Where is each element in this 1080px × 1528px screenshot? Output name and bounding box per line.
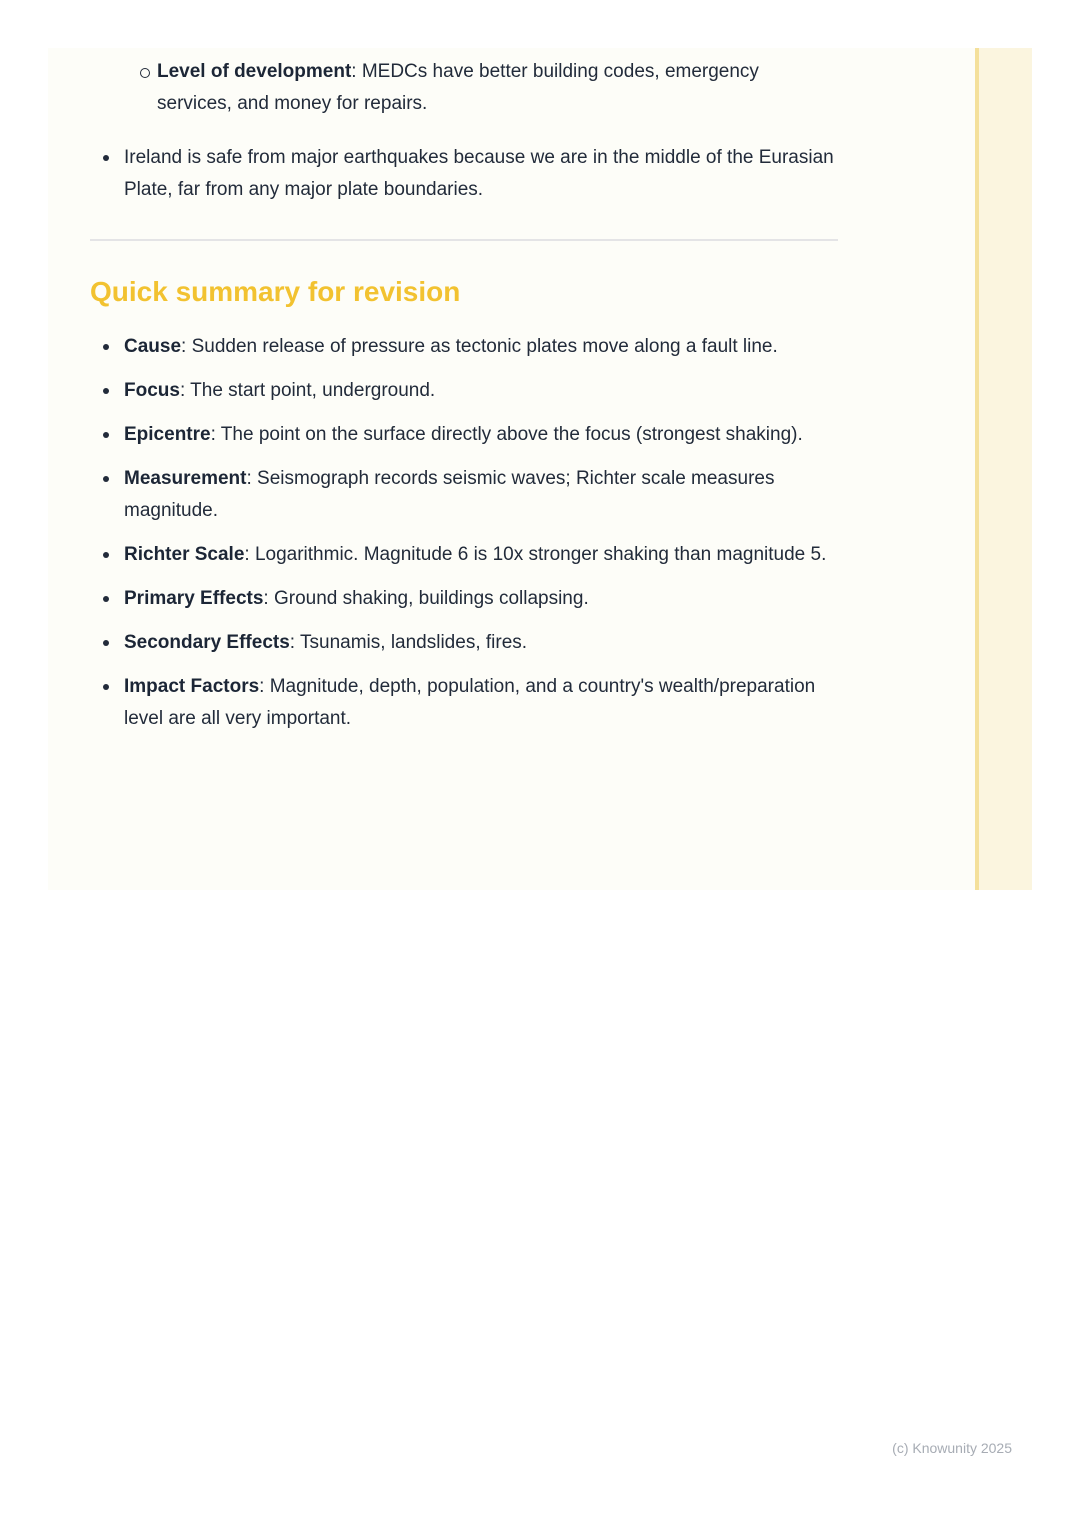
term-label: Focus bbox=[124, 380, 180, 401]
list-item: Primary Effects: Ground shaking, buildings collapsing. bbox=[90, 583, 838, 615]
list-item: Level of development: MEDCs have better building codes, emergency services, and money for repairs. bbox=[90, 56, 838, 120]
list-item: Secondary Effects: Tsunamis, landslides, fires. bbox=[90, 627, 838, 659]
section-heading: Quick summary for revision bbox=[90, 276, 461, 307]
note-card bbox=[48, 48, 1032, 890]
copyright-text: (c) Knowunity 2025 bbox=[892, 1440, 1012, 1456]
list-item: Focus: The start point, underground. bbox=[90, 375, 838, 407]
term-label: Measurement bbox=[124, 468, 247, 489]
summary-bullet-list bbox=[90, 331, 838, 735]
term-label: Primary Effects bbox=[124, 588, 264, 609]
card-accent-column bbox=[979, 48, 1032, 890]
list-item: Impact Factors: Magnitude, depth, population, and a country's wealth/preparation level are all very important. bbox=[90, 671, 838, 735]
list-item: Cause: Sudden release of pressure as tectonic plates move along a fault line. bbox=[90, 331, 838, 363]
term-label: Cause bbox=[124, 336, 182, 357]
list-item: Richter Scale: Logarithmic. Magnitude 6 is 10x stronger shaking than magnitude 5. bbox=[90, 539, 838, 571]
list-item: Ireland is safe from major earthquakes because we are in the middle of the Eurasian Plate, far from any major plate boundaries. bbox=[90, 142, 838, 206]
intro-bullet-list bbox=[90, 56, 838, 206]
term-label: Impact Factors bbox=[124, 676, 260, 697]
list-item: Epicentre: The point on the surface directly above the focus (strongest shaking). bbox=[90, 419, 838, 451]
term-label: Secondary Effects bbox=[124, 632, 290, 653]
term-label: Richter Scale bbox=[124, 544, 245, 565]
note-content bbox=[90, 56, 838, 735]
section-divider bbox=[90, 239, 838, 241]
term-label: Epicentre bbox=[124, 424, 211, 445]
list-item: Measurement: Seismograph records seismic waves; Richter scale measures magnitude. bbox=[90, 463, 838, 527]
card-accent-line bbox=[975, 48, 979, 890]
term-label: Level of development bbox=[157, 61, 352, 82]
